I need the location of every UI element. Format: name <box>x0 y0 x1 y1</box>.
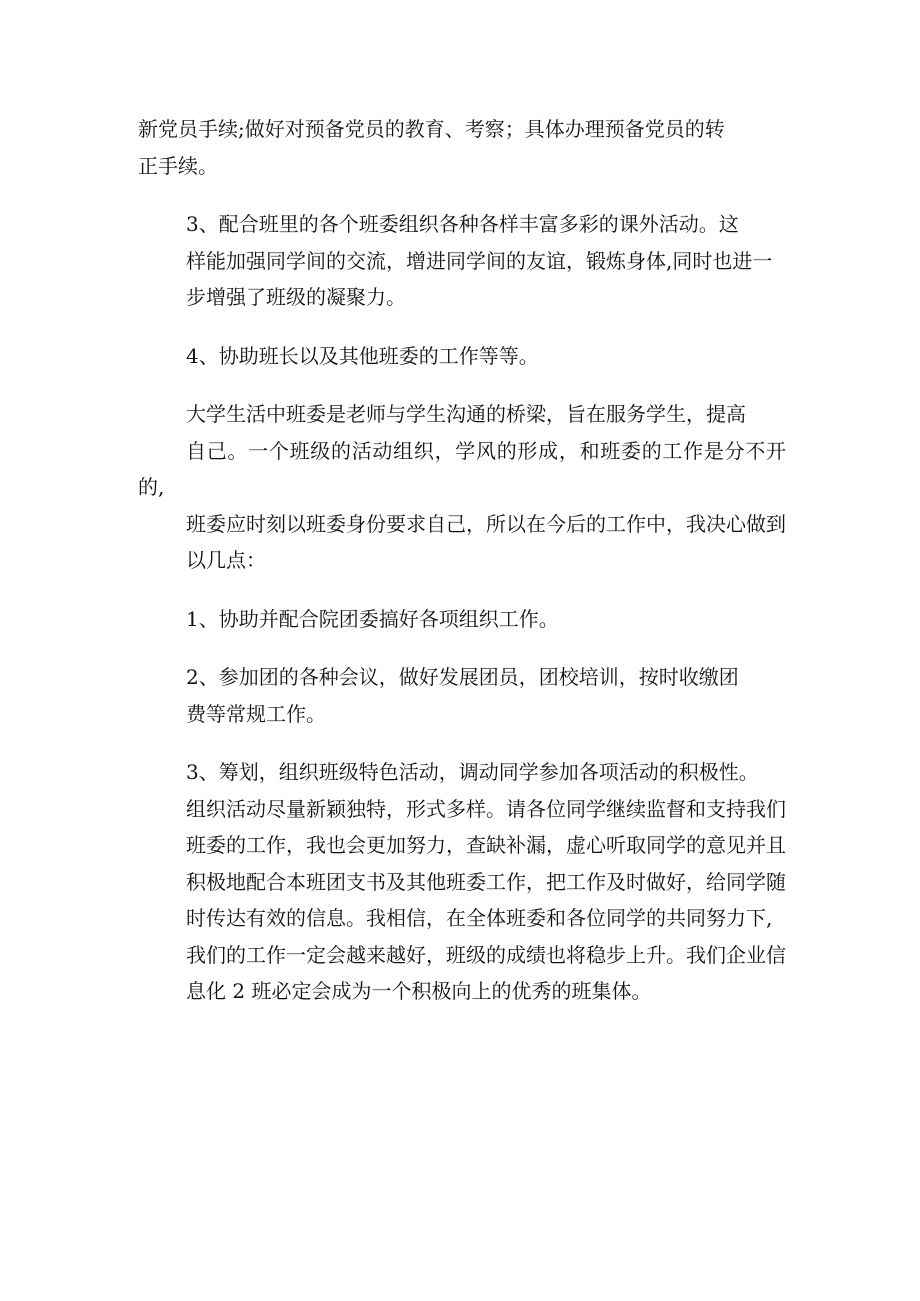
text-line: 费等常规工作。 <box>186 701 326 726</box>
text-line: 组织活动尽量新颖独特，形式多样。请各位同学继续监督和支持我们 <box>186 796 786 821</box>
paragraph-5 <box>138 601 786 638</box>
text-line: 3、筹划，组织班级特色活动，调动同学参加各项活动的积极性。 <box>186 760 759 784</box>
text-line: 3、配合班里的各个班委组织各种各样丰富多彩的课外活动。这 <box>186 212 739 236</box>
text-line: 样能加强同学间的交流，增进同学间的友谊，锻炼身体,同时也进一 <box>186 248 773 273</box>
text-line: 新党员手续;做好对预备党员的教育、考察；具体办理预备党员的转 <box>138 117 725 141</box>
text-line: 以几点： <box>186 548 266 572</box>
text-line: 班委的工作，我也会更加努力，查缺补漏，虚心听取同学的意见并且 <box>186 833 786 857</box>
paragraph-1 <box>138 111 786 184</box>
text-line: 步增强了班级的凝聚力。 <box>186 285 406 309</box>
text-line: 大学生活中班委是老师与学生沟通的桥梁，旨在服务学生，提高 <box>186 402 746 426</box>
paragraph-2 <box>138 206 786 316</box>
paragraph-3 <box>138 338 786 375</box>
text-line: 1、协助并配合院团委搞好各项组织工作。 <box>186 606 559 631</box>
text-line: 班委应时刻以班委身份要求自己，所以在今后的工作中，我决心做到 <box>186 511 786 536</box>
text-line: 息化 2 班必定会成为一个积极向上的优秀的班集体。 <box>186 979 652 1003</box>
text-line: 积极地配合本班团支书及其他班委工作，把工作及时做好，给同学随 <box>186 869 786 894</box>
paragraph-6 <box>138 659 786 732</box>
text-line: 正手续。 <box>138 153 218 178</box>
text-line: 自己。一个班级的活动组织，学风的形成，和班委的工作是分不开的, <box>138 438 786 499</box>
text-line: 我们的工作一定会越来越好，班级的成绩也将稳步上升。我们企业信 <box>186 942 786 967</box>
paragraph-4 <box>138 396 786 579</box>
paragraph-7 <box>138 754 786 1010</box>
text-line: 时传达有效的信息。我相信，在全体班委和各位同学的共同努力下, <box>186 906 773 930</box>
text-line: 2、参加团的各种会议，做好发展团员，团校培训，按时收缴团 <box>186 665 739 689</box>
document-body <box>138 111 786 1032</box>
text-line: 4、协助班长以及其他班委的工作等等。 <box>186 343 539 368</box>
